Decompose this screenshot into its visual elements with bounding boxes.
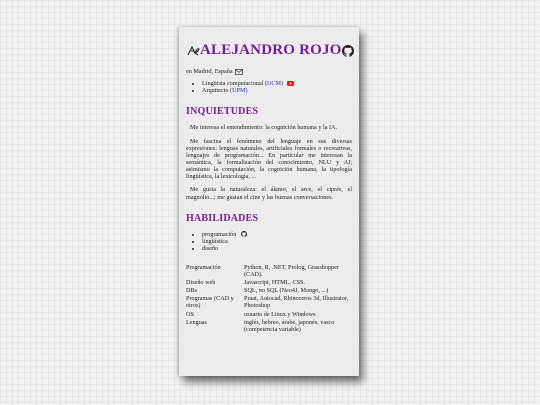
- list-item: [202, 245, 352, 252]
- table-key: Diseño web: [186, 278, 216, 286]
- table-value: Javascript, HTML, CSS.: [244, 278, 306, 286]
- logo-icon: [186, 44, 200, 56]
- skill-label: diseño: [202, 245, 219, 253]
- section-heading-habilidades: HABILIDADES: [186, 212, 259, 224]
- cv-card: [179, 27, 359, 376]
- list-item: [202, 87, 352, 94]
- table-value: Praat, Autocad, Rhinoceros 3d, Illustrator, Photoshop: [244, 295, 349, 310]
- location-text: en Madrid, España: [186, 68, 233, 75]
- youtube-icon[interactable]: [287, 81, 294, 86]
- github-icon[interactable]: [342, 44, 354, 56]
- list-item: [202, 238, 352, 245]
- skill-label: lingüística: [202, 238, 228, 246]
- table-value: inglés, hebreo, árabe, japonés, vasco (competencia variable): [244, 318, 335, 333]
- education-list: [186, 80, 352, 95]
- table-row: [186, 320, 352, 335]
- table-value: Python, R, .NET, Prolog, Grasshopper (CAD).: [244, 263, 339, 278]
- location-line: [186, 68, 352, 75]
- table-key: Programas (CAD y otros): [186, 295, 234, 310]
- table-key: DBs: [186, 287, 198, 295]
- upm-link[interactable]: (UPM): [230, 87, 248, 95]
- table-row: [186, 265, 352, 280]
- table-key: OS: [186, 310, 194, 318]
- skill-label: programación: [202, 230, 237, 238]
- ucm-link[interactable]: (UCM): [264, 80, 284, 87]
- section-heading-inquietudes: INQUIETUDES: [186, 105, 259, 117]
- page-title: ALEJANDRO ROJO: [200, 41, 342, 58]
- education-label: Lingüista computacional: [202, 80, 264, 87]
- paragraph: Me interesa el entendimiento: la cognición humana y la IA.: [190, 123, 338, 131]
- paragraph: Me gusta la naturaleza: el álamo, el arce, el ciprés, el magnolio...; me gustan el cine y las buenas conversaciones.: [186, 186, 352, 201]
- table-value: usuario de Linux y Windows: [244, 310, 316, 318]
- table-row: [186, 296, 352, 311]
- table-value: SQL, no SQL (Neo4J, Mongo, ...): [244, 287, 329, 295]
- skills-list: [186, 231, 352, 253]
- paragraph: Me fascina el fenómeno del lenguaje en sus diversas expresiones: lenguas naturales, artificiales formales o recreativas, lenguajes de programación... En particular me interesan la semántica, la formalización del conocimiento, NLU y AI; asimismo la computación, la cognición humana, la tipología lingüística, la lexicología, ...: [186, 137, 352, 181]
- github-icon[interactable]: [241, 231, 247, 237]
- mail-icon[interactable]: [235, 69, 243, 75]
- skills-table: [186, 265, 352, 335]
- list-item: [202, 80, 352, 87]
- list-item: [202, 231, 352, 238]
- table-key: Programación: [186, 263, 221, 271]
- education-label: Arquitecto: [202, 87, 229, 95]
- table-key: Lenguas: [186, 318, 207, 326]
- header: [186, 41, 352, 59]
